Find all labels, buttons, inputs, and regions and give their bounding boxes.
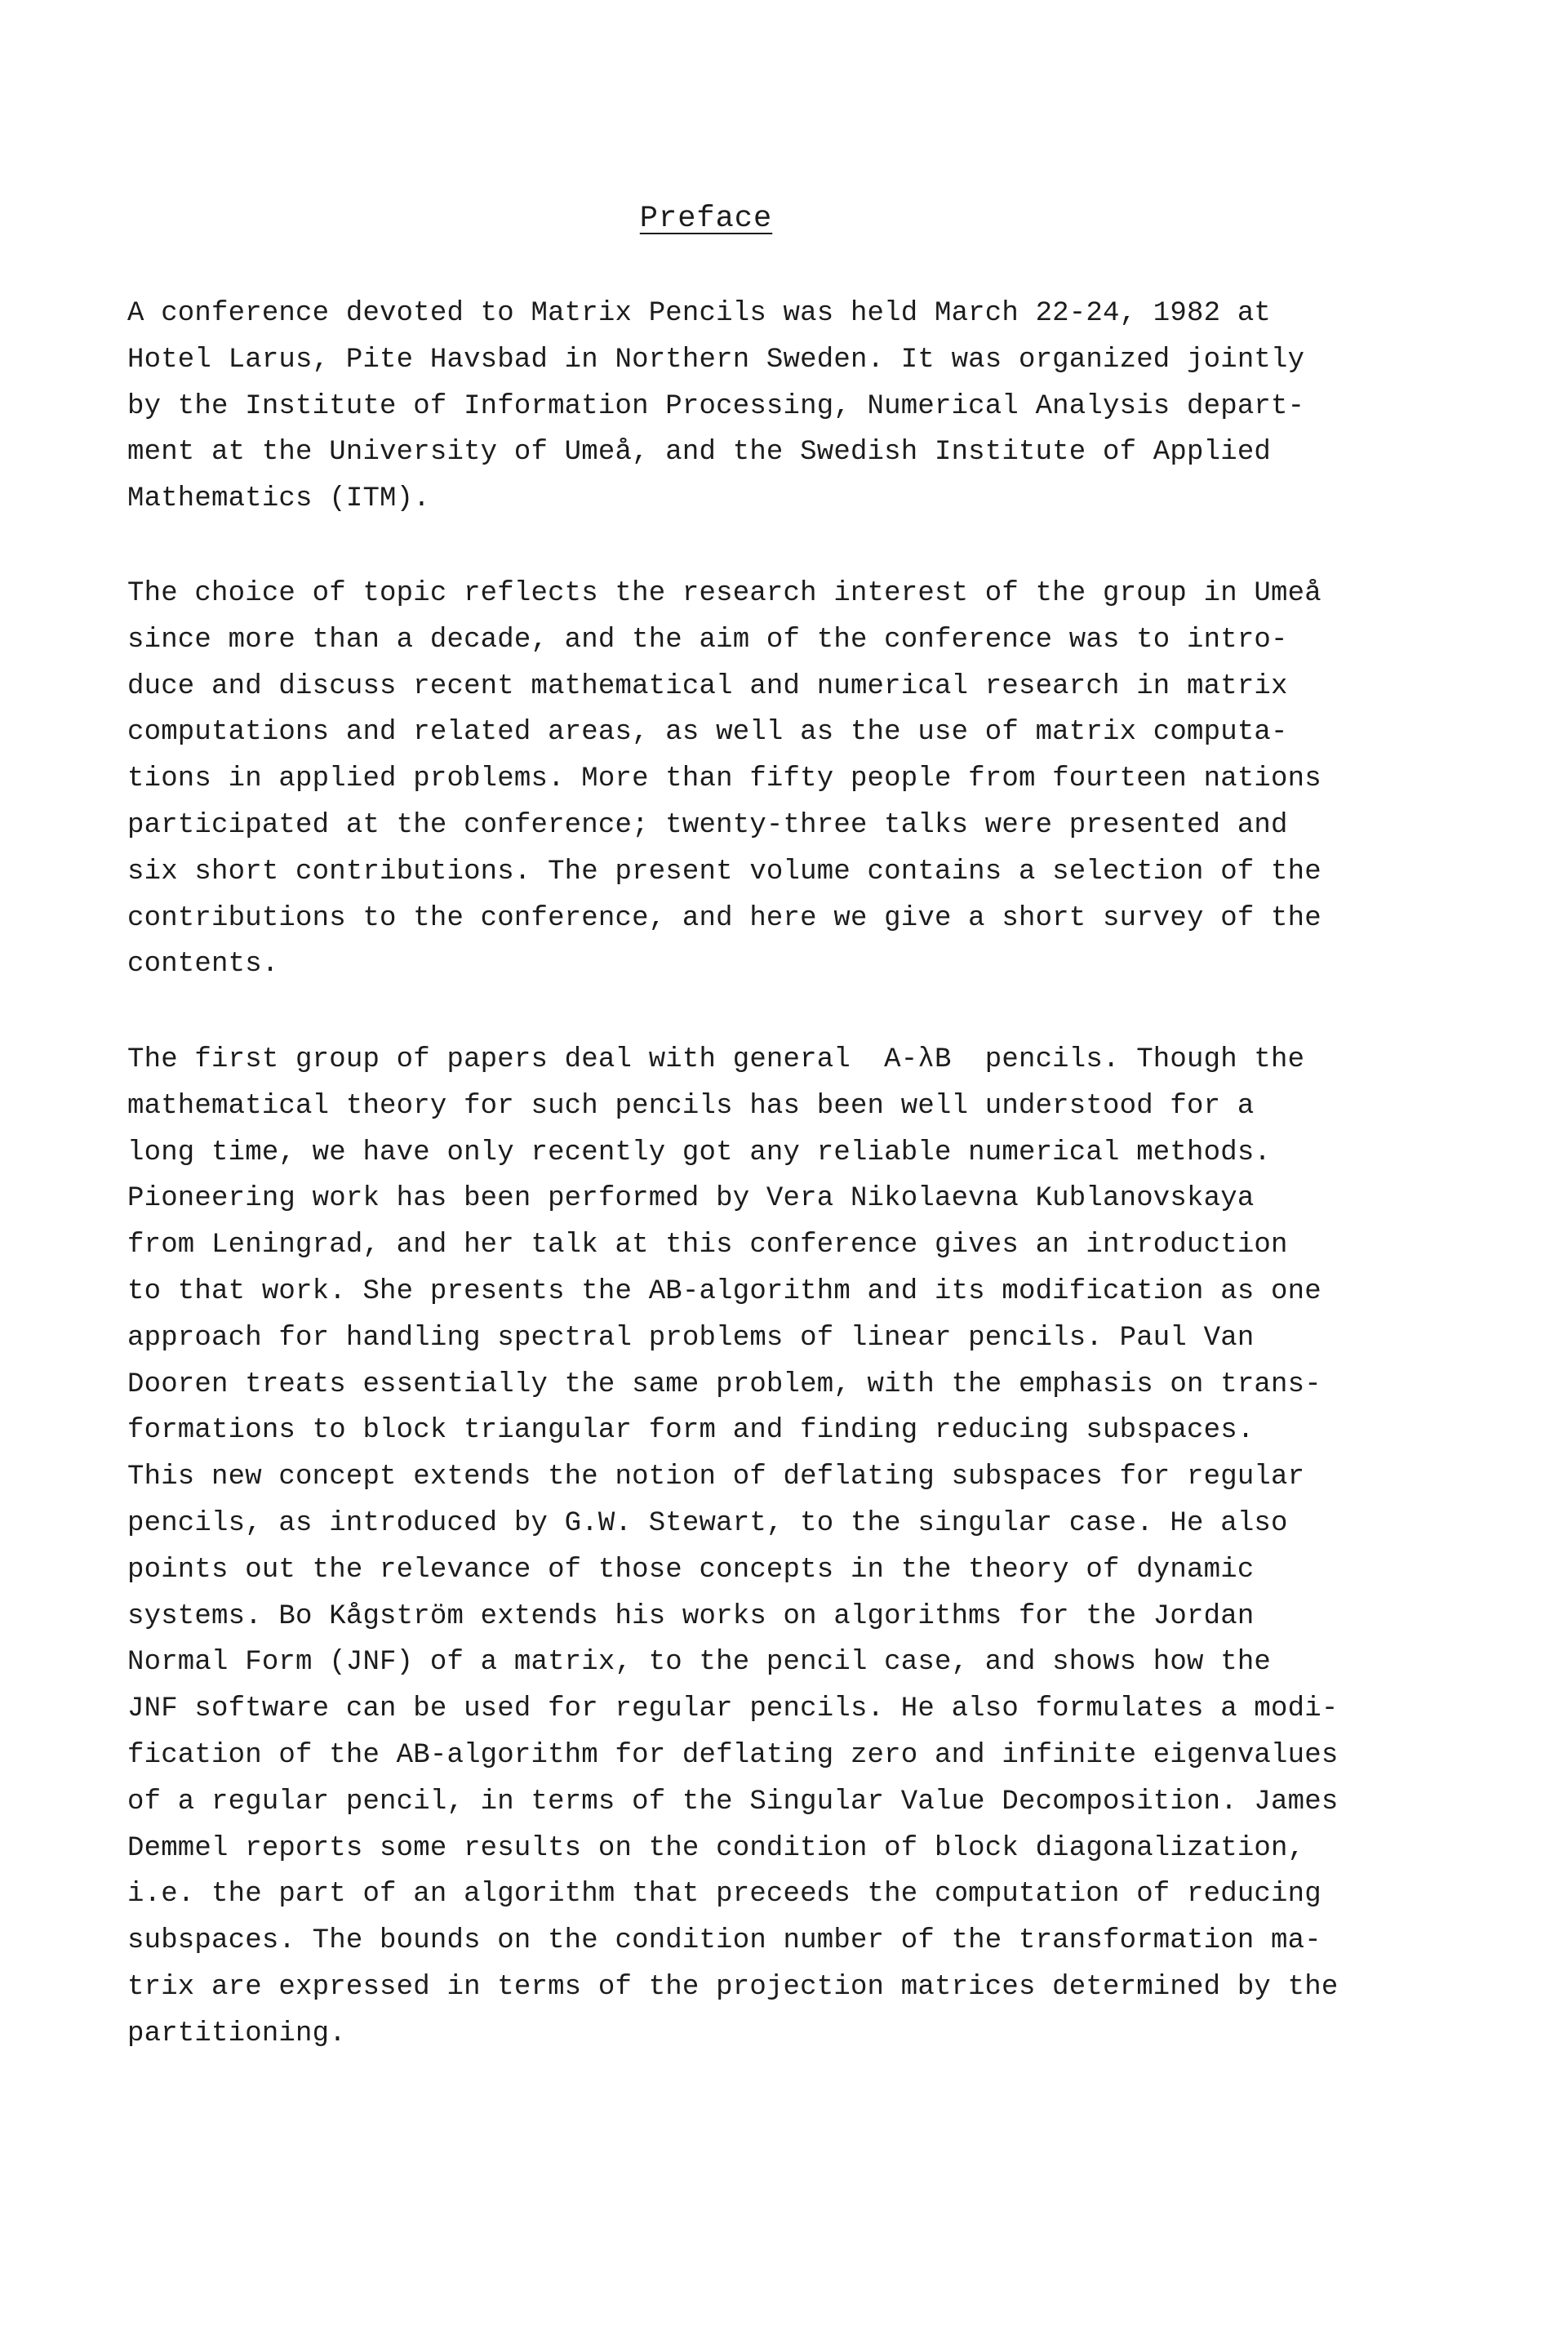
text-line: by the Institute of Information Processing, Numerical Analysis depart- bbox=[127, 390, 1305, 422]
text-line: partitioning. bbox=[127, 2018, 346, 2049]
text-line: Mathematics (ITM). bbox=[127, 483, 430, 515]
text-line: The first group of papers deal with general A-λB pencils. Though the bbox=[127, 1044, 1305, 1075]
text-line: to that work. She presents the AB-algorithm and its modification as one bbox=[127, 1275, 1321, 1307]
text-line: JNF software can be used for regular pencils. He also formulates a modi- bbox=[127, 1693, 1339, 1725]
text-line: ment at the University of Umeå, and the Swedish Institute of Applied bbox=[127, 437, 1272, 469]
page-title: Preface bbox=[639, 202, 773, 236]
text-line: long time, we have only recently got any reliable numerical methods. bbox=[127, 1137, 1272, 1168]
text-line: Dooren treats essentially the same problem, with the emphasis on trans- bbox=[127, 1368, 1321, 1400]
text-line: i.e. the part of an algorithm that preceeds the computation of reducing bbox=[127, 1879, 1321, 1911]
text-line: computations and related areas, as well as the use of matrix computa- bbox=[127, 717, 1288, 749]
text-line: This new concept extends the notion of deflating subspaces for regular bbox=[127, 1462, 1305, 1493]
text-line: contributions to the conference, and here we give a short survey of the bbox=[127, 902, 1321, 934]
paragraph-first-group-papers bbox=[127, 1037, 1474, 2058]
text-line: tions in applied problems. More than fifty people from fourteen nations bbox=[127, 763, 1321, 795]
text-line: subspaces. The bounds on the condition number of the transformation ma- bbox=[127, 1925, 1321, 1957]
paragraph-conference-intro bbox=[127, 291, 1474, 523]
text-line: duce and discuss recent mathematical and numerical research in matrix bbox=[127, 670, 1288, 702]
text-line: formations to block triangular form and finding reducing subspaces. bbox=[127, 1415, 1255, 1447]
text-line: trix are expressed in terms of the projection matrices determined by the bbox=[127, 1971, 1339, 2003]
text-line: Pioneering work has been performed by Vera Nikolaevna Kublanovskaya bbox=[127, 1183, 1255, 1215]
text-line: Demmel reports some results on the condition of block diagonalization, bbox=[127, 1832, 1305, 1864]
text-line: fication of the AB-algorithm for deflating zero and infinite eigenvalues bbox=[127, 1739, 1339, 1771]
text-line: The choice of topic reflects the research interest of the group in Umeå bbox=[127, 578, 1321, 609]
text-line: points out the relevance of those concepts in the theory of dynamic bbox=[127, 1554, 1255, 1586]
text-line: systems. Bo Kågström extends his works on algorithms for the Jordan bbox=[127, 1600, 1255, 1632]
text-line: contents. bbox=[127, 949, 279, 981]
text-line: since more than a decade, and the aim of the conference was to intro- bbox=[127, 624, 1288, 656]
text-line: of a regular pencil, in terms of the Singular Value Decomposition. James bbox=[127, 1786, 1339, 1818]
text-line: A conference devoted to Matrix Pencils was held March 22-24, 1982 at bbox=[127, 298, 1272, 329]
text-line: Hotel Larus, Pite Havsbad in Northern Sweden. It was organized jointly bbox=[127, 344, 1305, 376]
text-line: pencils, as introduced by G.W. Stewart, to the singular case. He also bbox=[127, 1507, 1288, 1539]
text-line: six short contributions. The present volume contains a selection of the bbox=[127, 856, 1321, 888]
paragraph-topic-choice bbox=[127, 571, 1474, 988]
text-line: Normal Form (JNF) of a matrix, to the pencil case, and shows how the bbox=[127, 1647, 1272, 1679]
text-line: from Leningrad, and her talk at this conference gives an introduction bbox=[127, 1230, 1288, 1261]
text-line: participated at the conference; twenty-three talks were presented and bbox=[127, 809, 1288, 841]
text-line: mathematical theory for such pencils has been well understood for a bbox=[127, 1090, 1255, 1122]
text-line: approach for handling spectral problems of linear pencils. Paul Van bbox=[127, 1322, 1255, 1354]
